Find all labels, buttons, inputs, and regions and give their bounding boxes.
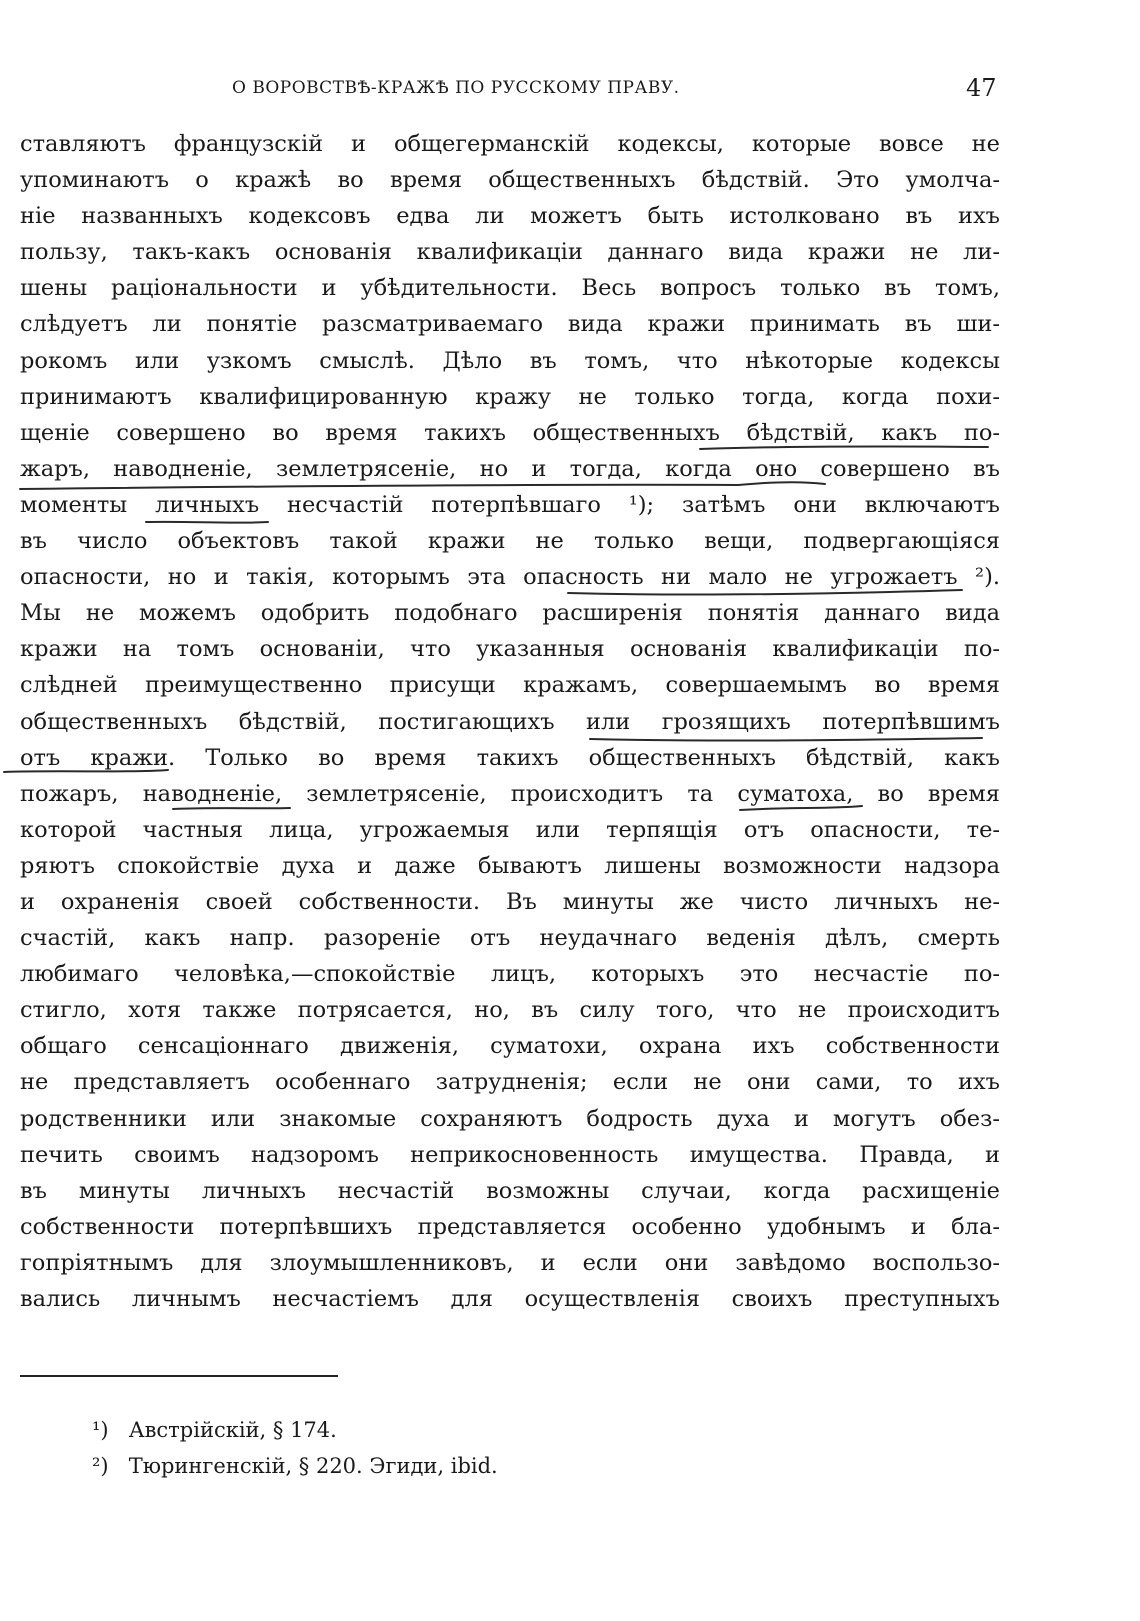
- text-line: которой частныя лица, угрожаемыя или терпящія отъ опасности, те-: [20, 816, 1000, 843]
- text-line: ставляютъ французскій и общегерманскій кодексы, которые вовсе не: [20, 131, 1000, 157]
- text-line: опасности, но и такія, которымъ эта опасность ни мало не угрожаетъ ²).: [20, 564, 1000, 591]
- text-line: любимаго человѣка,—спокойствіе лицъ, которыхъ это несчастіе по-: [20, 961, 1000, 988]
- footnote: [92, 1412, 792, 1448]
- body-text: [20, 126, 1000, 1317]
- running-title: О ВОРОВСТВѢ-КРАЖѢ ПО РУССКОМУ ПРАВУ.: [232, 78, 680, 98]
- text-line: въ число объектовъ такой кражи не только вещи, подвергающіяся: [20, 528, 1000, 555]
- text-line: ряютъ спокойствіе духа и даже бываютъ лишены возможности надзора: [20, 852, 1000, 879]
- footnote-text: Австрійскій, § 174.: [128, 1418, 337, 1442]
- text-line: слѣдней преимущественно присущи кражамъ, совершаемымъ во время: [20, 672, 1000, 699]
- text-line: общаго сенсаціоннаго движенія, суматохи, охрана ихъ собственности: [20, 1033, 1000, 1060]
- text-line: щеніе совершено во время такихъ общественныхъ бѣдствій, какъ по-: [20, 419, 1000, 446]
- footnote-text: Тюрингенскій, § 220. Эгиди, ibid.: [128, 1454, 498, 1478]
- footnote: [92, 1448, 792, 1484]
- text-line: кражи на томъ основаніи, что указанныя основанія квалификаціи по-: [20, 636, 1000, 663]
- text-line: родственники или знакомые сохраняютъ бодрость духа и могутъ обез-: [20, 1105, 1000, 1132]
- text-line: счастій, какъ напр. разореніе отъ неудачнаго веденія дѣлъ, смерть: [20, 925, 1000, 952]
- text-line: моменты личныхъ несчастій потерпѣвшаго ¹); затѣмъ они включаютъ: [20, 491, 1000, 518]
- text-line: въ минуты личныхъ несчастій возможны случаи, когда расхищеніе: [20, 1177, 1000, 1204]
- text-line: стигло, хотя также потрясается, но, въ силу того, что не происходитъ: [20, 997, 1000, 1024]
- text-line: общественныхъ бѣдствій, постигающихъ или грозящихъ потерпѣвшимъ: [20, 708, 1000, 735]
- page-number: 47: [966, 74, 997, 102]
- footnote-mark: ¹): [92, 1418, 109, 1442]
- text-line: гопріятнымъ для злоумышленниковъ, и если они завѣдомо воспользо-: [20, 1249, 1000, 1276]
- footnote-separator: [20, 1375, 338, 1377]
- footnotes: [92, 1412, 792, 1484]
- page-header: [0, 74, 1140, 106]
- text-line: не представляетъ особеннаго затрудненія; если не они сами, то ихъ: [20, 1069, 1000, 1096]
- text-line: Мы не можемъ одобрить подобнаго расширенія понятія даннаго вида: [20, 600, 1000, 627]
- text-line: печить своимъ надзоромъ неприкосновенность имущества. Правда, и: [20, 1141, 1000, 1168]
- text-line: ніе названныхъ кодексовъ едва ли можетъ быть истолковано въ ихъ: [20, 203, 1000, 230]
- text-line: шены раціональности и убѣдительности. Весь вопросъ только въ томъ,: [20, 275, 1000, 302]
- text-line: принимаютъ квалифицированную кражу не только тогда, когда похи-: [20, 383, 1000, 410]
- text-line: собственности потерпѣвшихъ представляется особенно удобнымъ и бла-: [20, 1213, 1000, 1240]
- text-line: и охраненія своей собственности. Въ минуты же чисто личныхъ не-: [20, 888, 1000, 915]
- text-line: жаръ, наводненіе, землетрясеніе, но и тогда, когда оно совершено въ: [20, 455, 1000, 482]
- footnote-mark: ²): [92, 1454, 109, 1478]
- text-line: упоминаютъ о кражѣ во время общественныхъ бѣдствій. Это умолча-: [20, 167, 1000, 194]
- text-line: пожаръ, наводненіе, землетрясеніе, происходитъ та суматоха, во время: [20, 780, 1000, 807]
- text-line: отъ кражи. Только во время такихъ общественныхъ бѣдствій, какъ: [20, 744, 1000, 771]
- text-line: вались личнымъ несчастіемъ для осуществленія своихъ преступныхъ: [20, 1286, 1000, 1312]
- text-line: пользу, такъ-какъ основанія квалификаціи даннаго вида кражи не ли-: [20, 239, 1000, 266]
- text-line: слѣдуетъ ли понятіе разсматриваемаго вида кражи принимать въ ши-: [20, 311, 1000, 338]
- text-line: рокомъ или узкомъ смыслѣ. Дѣло въ томъ, что нѣкоторые кодексы: [20, 347, 1000, 374]
